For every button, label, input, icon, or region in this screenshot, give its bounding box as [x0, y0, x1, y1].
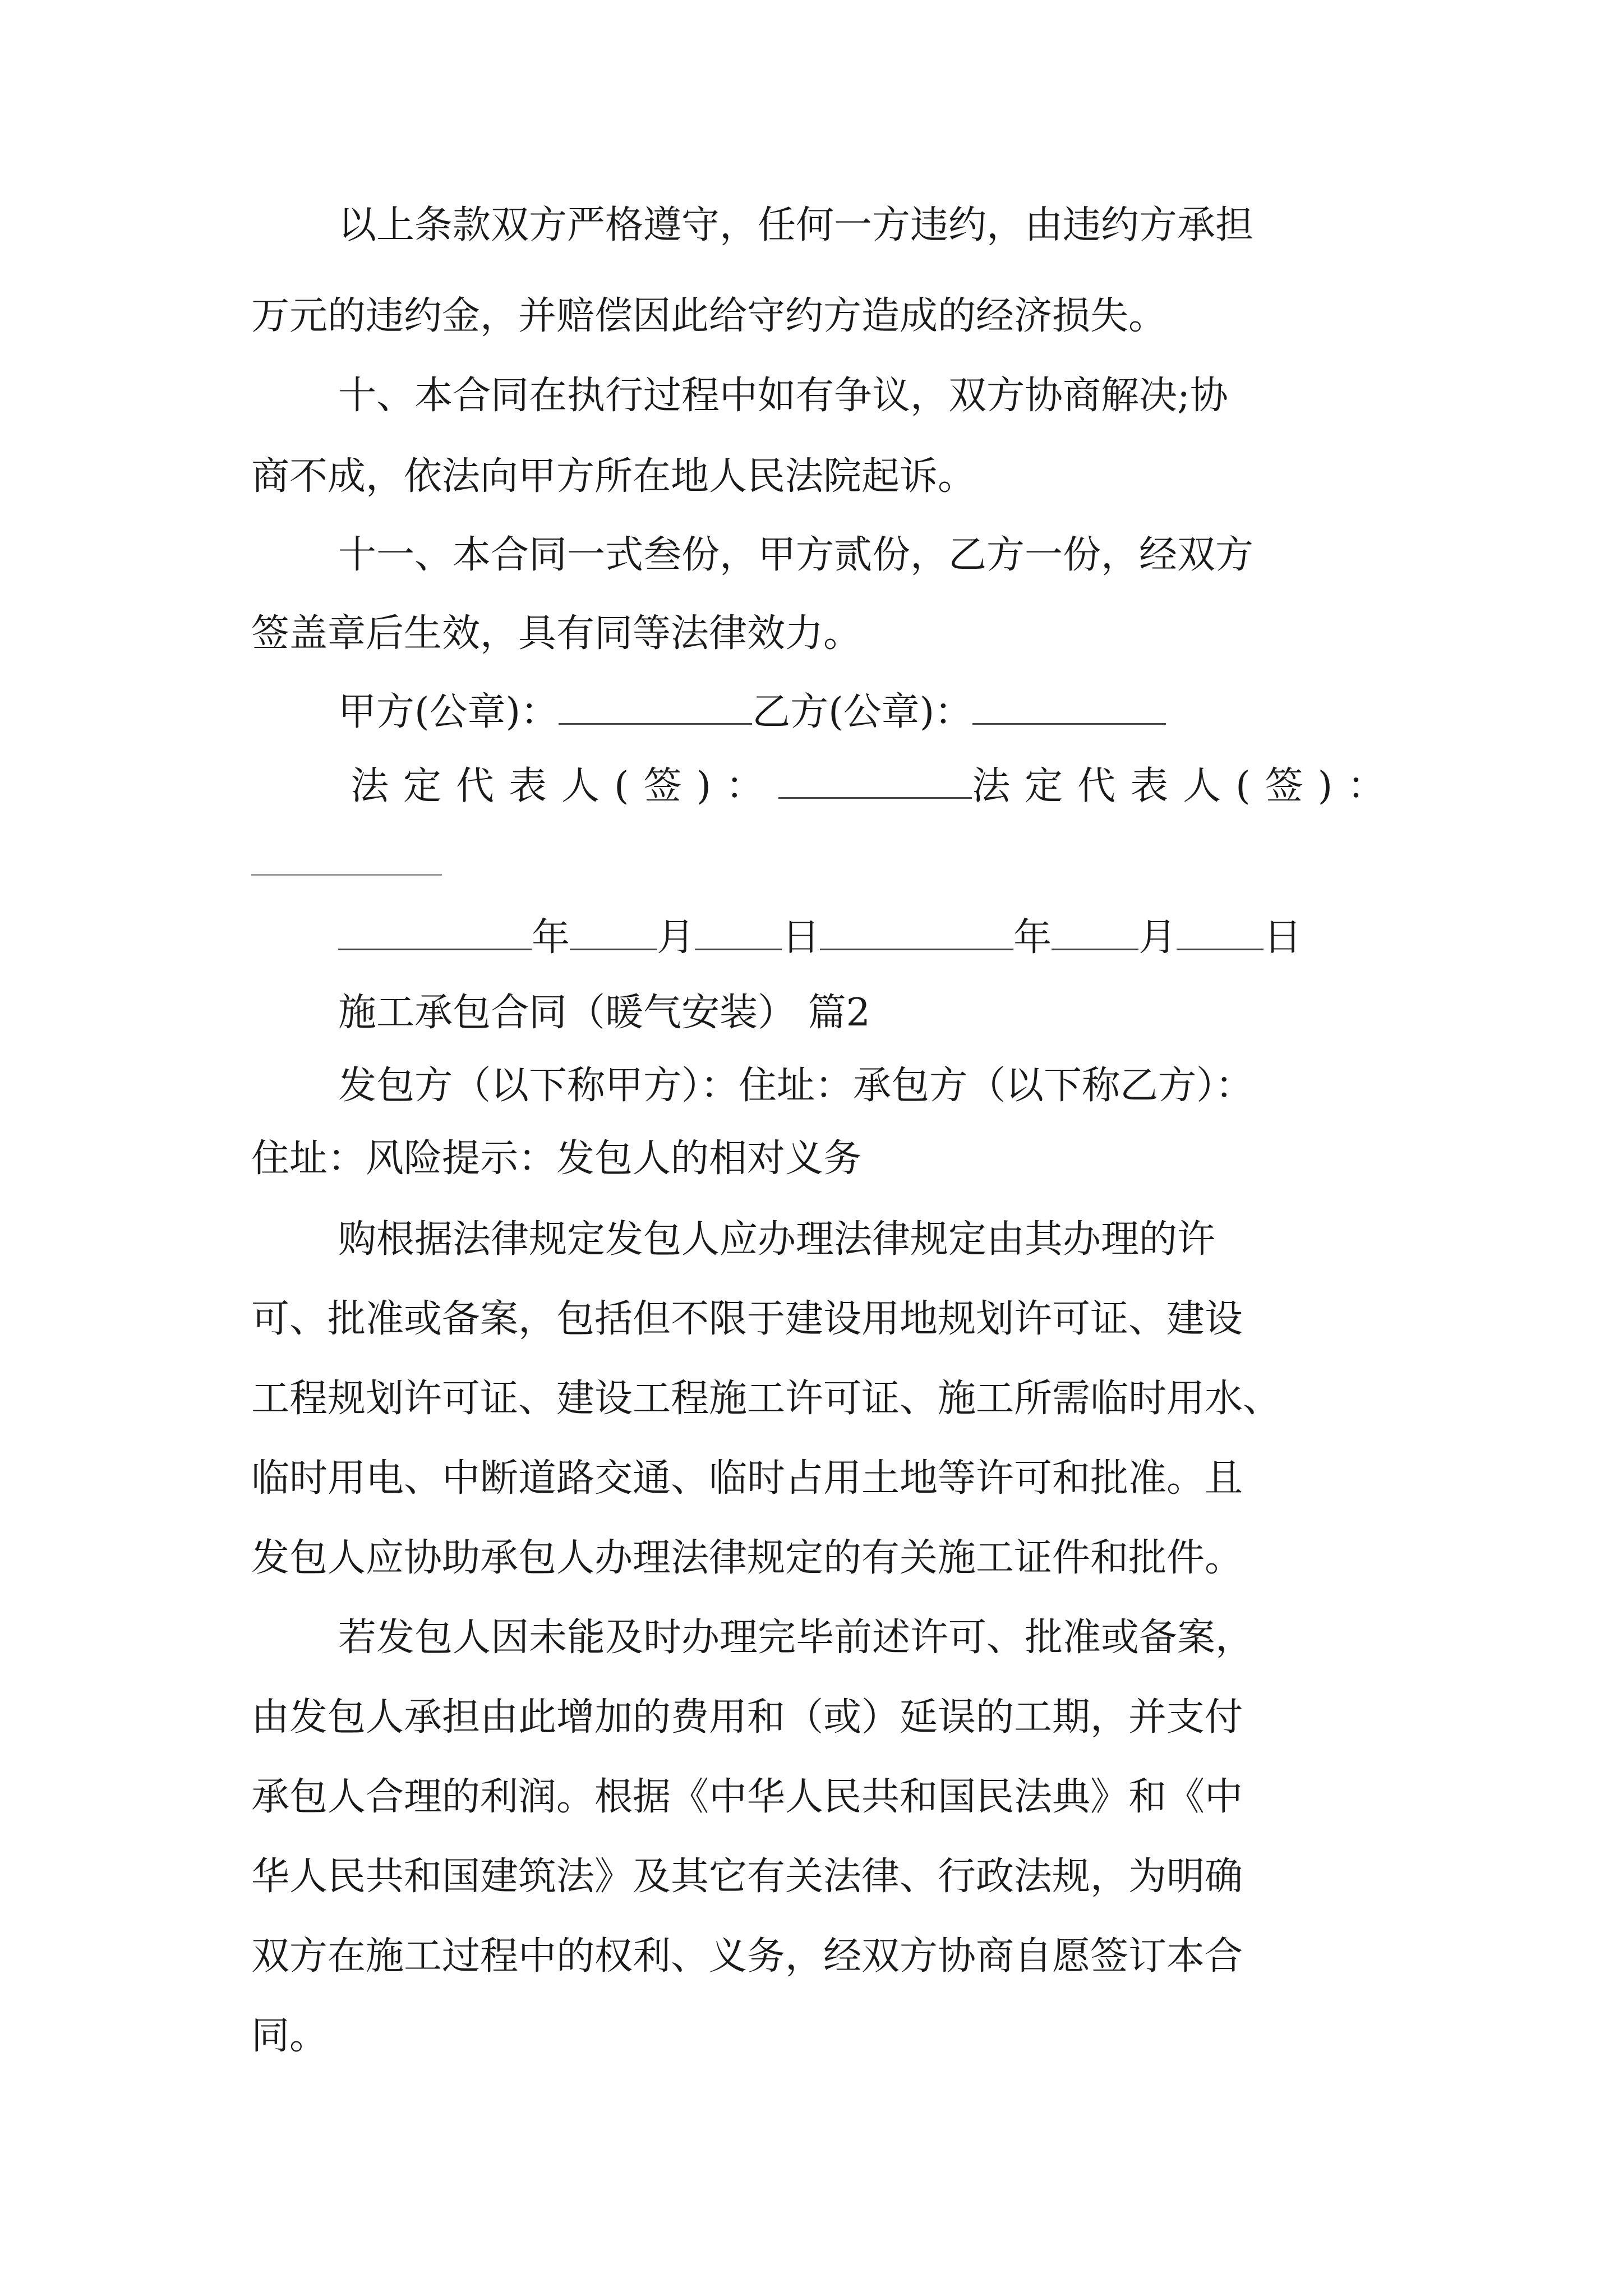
paragraph-line: 十、本合同在执行过程中如有争议，双方协商解决;协 — [338, 374, 1228, 418]
month-label: 月 — [1138, 915, 1177, 960]
month-blank — [1052, 913, 1138, 950]
year-blank — [820, 913, 1013, 950]
paragraph-line: 万元的违约金，并赔偿因此给守约方造成的经济损失。 — [251, 294, 1167, 338]
year-blank — [338, 913, 532, 950]
paragraph-line: 购根据法律规定发包人应办理法律规定由其办理的许 — [338, 1217, 1216, 1262]
party-b-seal-blank — [972, 687, 1166, 725]
date-line — [338, 910, 1302, 966]
legal-rep-b-blank — [251, 874, 442, 876]
paragraph-line: 可、批准或备案，包括但不限于建设用地规划许可证、建设 — [251, 1297, 1243, 1341]
paragraph-line: 由发包人承担由此增加的费用和（或）延误的工期，并支付 — [251, 1695, 1243, 1740]
paragraph-line: 住址：风险提示：发包人的相对义务 — [251, 1137, 862, 1181]
paragraph-line: 临时用电、中断道路交通、临时占用土地等许可和批准。且 — [251, 1456, 1243, 1501]
month-label: 月 — [657, 915, 695, 960]
paragraph-line: 同。 — [251, 2014, 328, 2058]
month-blank — [570, 913, 657, 950]
year-label: 年 — [532, 915, 570, 960]
paragraph-line: 商不成，依法向甲方所在地人民法院起诉。 — [251, 454, 976, 499]
paragraph-line: 签盖章后生效，具有同等法律效力。 — [251, 611, 862, 656]
year-label: 年 — [1013, 915, 1052, 960]
day-label: 日 — [782, 915, 820, 960]
party-b-seal-label: 乙方(公章)： — [752, 690, 973, 734]
paragraph-line: 工程规划许可证、建设工程施工许可证、施工所需临时用水、 — [251, 1377, 1281, 1421]
paragraph-line: 发包方（以下称甲方）：住址：承包方（以下称乙方）： — [338, 1064, 1254, 1108]
legal-rep-a-label: 法定代表人(签)： — [351, 764, 779, 808]
legal-rep-a-blank — [778, 761, 972, 799]
day-blank — [1177, 913, 1264, 950]
section-title: 施工承包合同（暖气安装） 篇2 — [338, 991, 870, 1035]
paragraph-line: 承包人合理的利润。根据《中华人民共和国民法典》和《中 — [251, 1775, 1243, 1819]
paragraph-line: 华人民共和国建筑法》及其它有关法律、行政法规，为明确 — [251, 1855, 1243, 1899]
legal-rep-line — [351, 758, 1400, 815]
party-a-seal-blank — [559, 687, 752, 725]
day-blank — [695, 913, 782, 950]
paragraph-line: 双方在施工过程中的权利、义务，经双方协商自愿签订本合 — [251, 1934, 1243, 1978]
paragraph-line: 发包人应协助承包人办理法律规定的有关施工证件和批件。 — [251, 1536, 1243, 1580]
legal-rep-b-label: 法定代表人(签)： — [972, 764, 1400, 808]
paragraph-line: 若发包人因未能及时办理完毕前述许可、批准或备案， — [338, 1616, 1254, 1660]
paragraph-line: 以上条款双方严格遵守，任何一方违约，由违约方承担 — [338, 203, 1254, 247]
party-seal-line — [338, 684, 1166, 740]
paragraph-line: 十一、本合同一式叁份，甲方贰份，乙方一份，经双方 — [338, 533, 1254, 577]
party-a-seal-label: 甲方(公章)： — [338, 690, 559, 734]
day-label: 日 — [1264, 915, 1302, 960]
